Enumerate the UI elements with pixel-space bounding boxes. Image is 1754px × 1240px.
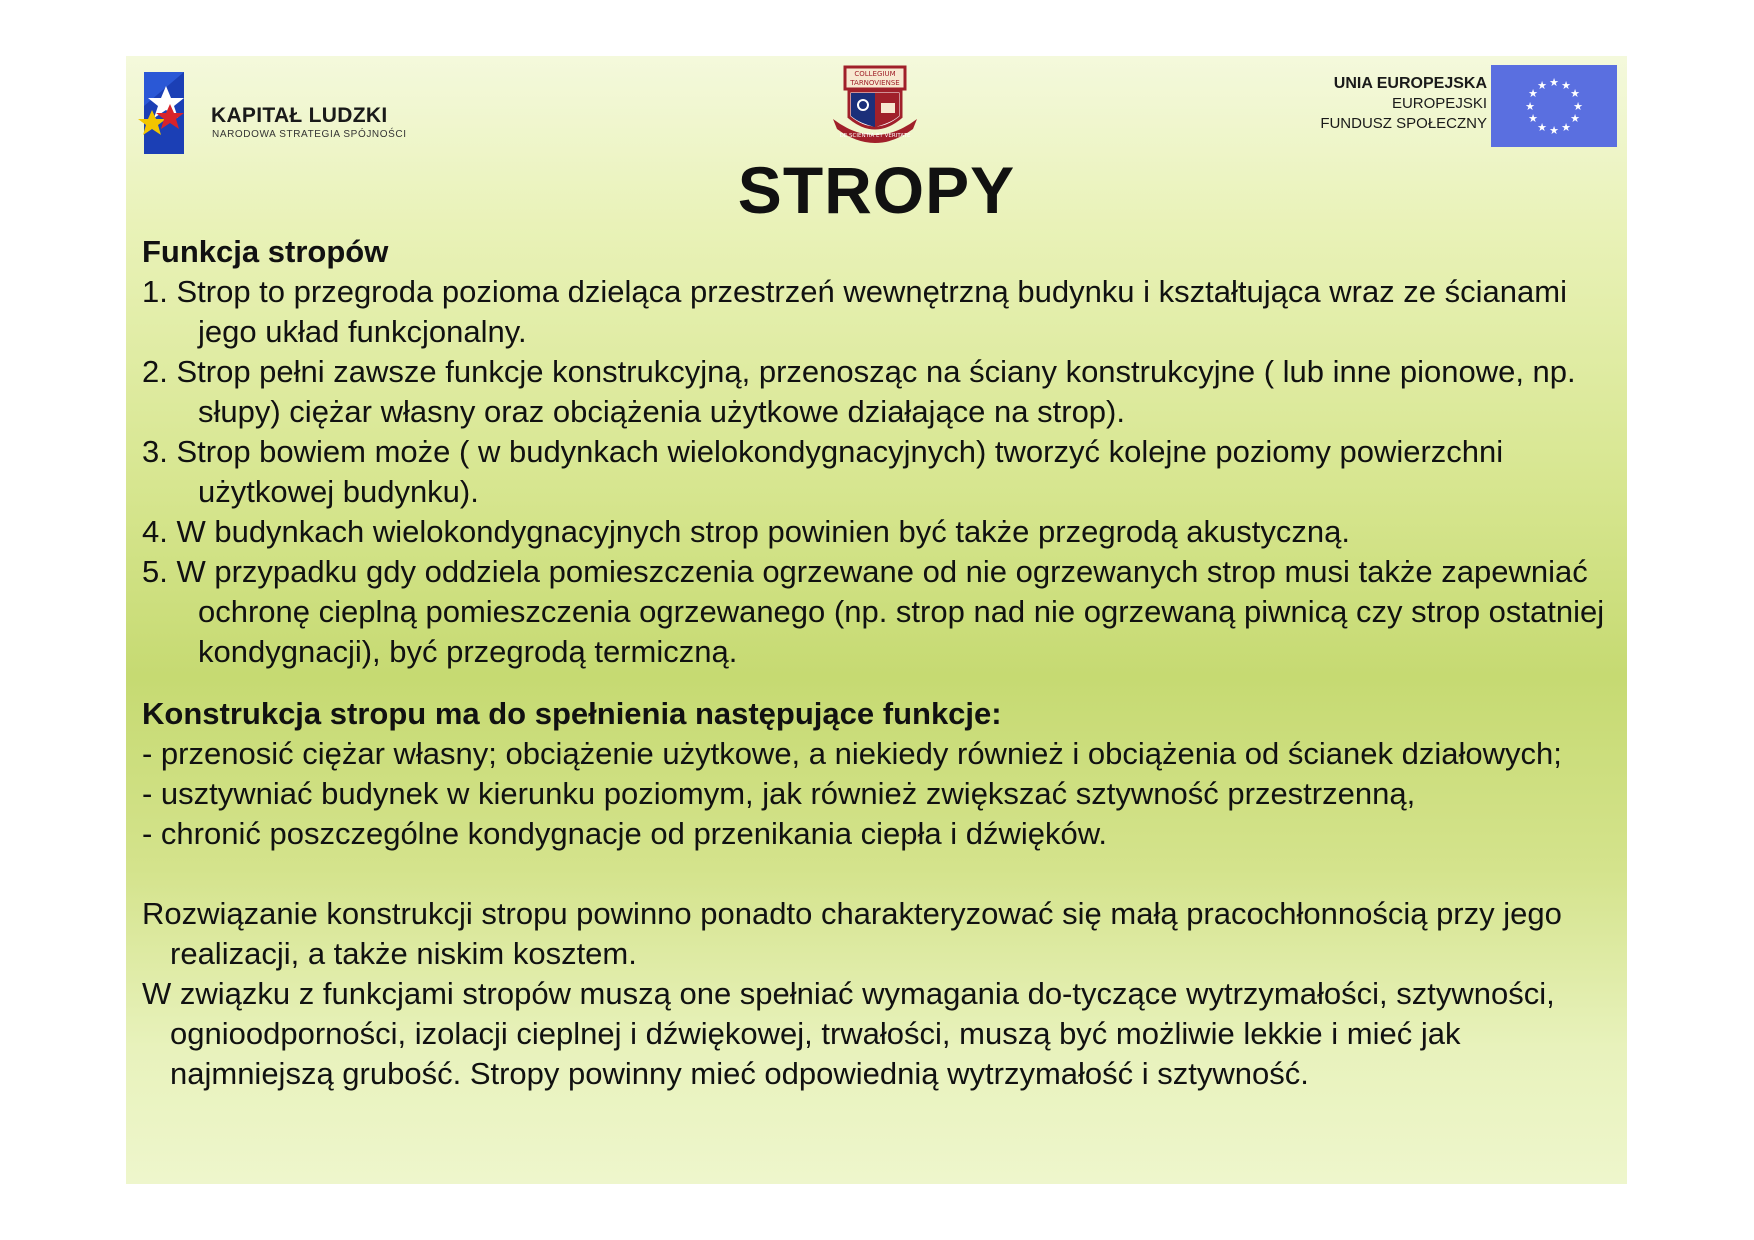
closing-paragraph-1: Rozwiązanie konstrukcji stropu powinno ponadto charakteryzować się małą pracochłonnością przy jego realizacji, a także niskim kosztem.: [142, 896, 1562, 971]
eu-fund-text: [1320, 74, 1487, 134]
eu-text-line1: UNIA EUROPEJSKA: [1333, 75, 1487, 92]
svg-text:★: ★: [1573, 100, 1583, 113]
svg-text:★: ★: [1528, 87, 1538, 100]
svg-text:★: ★: [1537, 79, 1547, 92]
closing-paragraph-2: W związku z funkcjami stropów muszą one spełniać wymagania do-tyczące wytrzymałości, sztywności, ognioodporności, izolacji cieplnej i dźwiękowej, trwałości, muszą być możliwie lekkie i mieć jak najmniejszą grubość. Stropy powinny mieć odpowiednią wytrzymałość i sztywność.: [142, 976, 1555, 1091]
svg-text:★: ★: [1525, 100, 1535, 113]
slide: [126, 56, 1627, 1184]
construction-item-2: - usztywniać budynek w kierunku poziomym, jak również zwiększać sztywność przestrzenną,: [142, 776, 1416, 811]
function-item-1: 1. Strop to przegroda pozioma dzieląca przestrzeń wewnętrzną budynku i kształtująca wraz ze ścianami jego układ funkcjonalny.: [142, 274, 1567, 349]
functions-heading: Funkcja stropów: [142, 234, 389, 269]
svg-text:★: ★: [1561, 121, 1571, 134]
function-item-5: 5. W przypadku gdy oddziela pomieszczenia ogrzewane od nie ogrzewanych strop musi także zapewniać ochronę cieplną pomieszczenia ogrzewanego (np. strop nad nie ogrzewaną piwnicą czy strop ostatniej kondygnacji), być przegrodą termiczną.: [142, 554, 1605, 669]
kapital-ludzki-mark-icon: [136, 66, 206, 158]
svg-text:★: ★: [1549, 124, 1559, 137]
eu-flag-icon: [1491, 65, 1617, 147]
crest-top-text-2: TARNOVIENSE: [850, 79, 900, 87]
collegium-crest-icon: [829, 61, 921, 149]
kapital-ludzki-subtitle: NARODOWA STRATEGIA SPÓJNOŚCI: [212, 129, 407, 140]
function-item-4: 4. W budynkach wielokondygnacyjnych strop powinien być także przegrodą akustyczną.: [142, 514, 1350, 549]
svg-text:★: ★: [1537, 121, 1547, 134]
svg-text:★: ★: [1528, 112, 1538, 125]
construction-item-3: - chronić poszczególne kondygnacje od przenikania ciepła i dźwięków.: [142, 816, 1107, 851]
crest-bottom-text: DE SCIENTIA ET VERITATE: [839, 133, 911, 139]
kapital-ludzki-logo: [136, 66, 407, 156]
construction-heading: Konstrukcja stropu ma do spełnienia następujące funkcje:: [142, 696, 1002, 731]
function-item-3: 3. Strop bowiem może ( w budynkach wielokondygnacyjnych) tworzyć kolejne poziomy powierzchni użytkowej budynku).: [142, 434, 1504, 509]
svg-text:★: ★: [1570, 112, 1580, 125]
svg-text:★: ★: [1570, 87, 1580, 100]
slide-content: [142, 232, 1612, 1094]
svg-text:★: ★: [1549, 76, 1559, 89]
construction-item-1: - przenosić ciężar własny; obciążenie użytkowe, a niekiedy również i obciążenia od ścianek działowych;: [142, 736, 1562, 771]
crest-top-text-1: COLLEGIUM: [854, 70, 896, 78]
eu-text-line3: FUNDUSZ SPOŁECZNY: [1320, 115, 1487, 132]
slide-title: STROPY: [737, 153, 1016, 227]
function-item-2: 2. Strop pełni zawsze funkcje konstrukcyjną, przenosząc na ściany konstrukcyjne ( lub inne pionowe, np. słupy) ciężar własny oraz obciążenia użytkowe działające na strop).: [142, 354, 1576, 429]
kapital-ludzki-title: KAPITAŁ LUDZKI: [211, 104, 388, 127]
svg-text:★: ★: [1561, 79, 1571, 92]
eu-text-line2: EUROPEJSKI: [1391, 95, 1487, 112]
